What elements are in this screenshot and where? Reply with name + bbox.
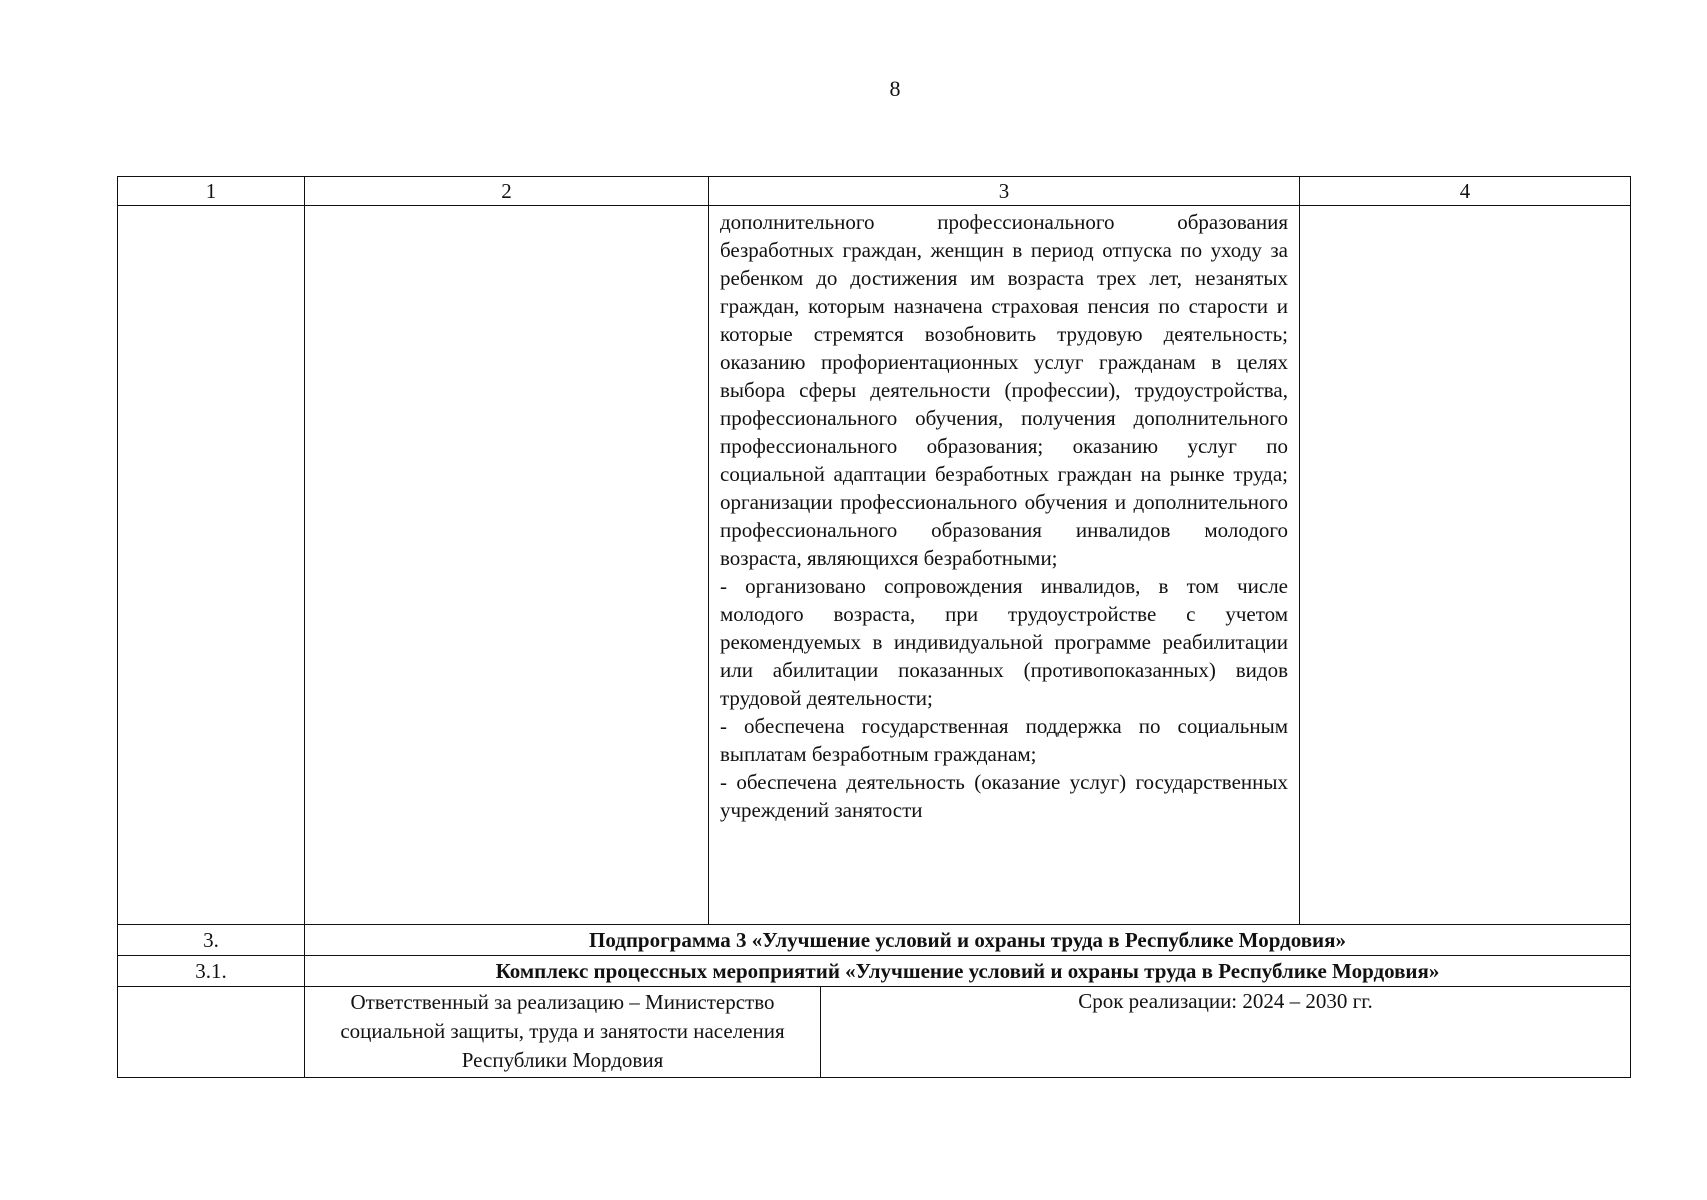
content-col-2 <box>305 206 709 925</box>
content-col-4 <box>1300 206 1631 925</box>
content-paragraph: дополнительного профессионального образования безработных граждан, женщин в период отпуска по уходу за ребенком до достижения им возраста трех лет, незанятых граждан, которым назначена страховая пенсия по старости и которые стремятся возобновить трудовую деятельность; оказанию профориентационных услуг гражданам в целях выбора сферы деятельности (профессии), трудоустройства, профессионального обучения, получения дополнительного профессионального образования; оказанию услуг по социальной адаптации безработных граждан на рынке труда; организации профессионального обучения и дополнительного профессионального образования инвалидов молодого возраста, являющихся безработными; <box>720 210 1288 570</box>
content-col-1 <box>118 206 305 925</box>
implementation-term: Срок реализации: 2024 – 2030 гг. <box>821 987 1631 1078</box>
header-col-1: 1 <box>118 177 305 206</box>
table-header-row <box>118 177 1631 206</box>
complex-number: 3.1. <box>118 956 305 987</box>
complex-title: Комплекс процессных мероприятий «Улучшение условий и охраны труда в Республике Мордовия» <box>305 956 1631 987</box>
page-number: 8 <box>889 76 901 101</box>
responsible-executor: Ответственный за реализацию – Министерство социальной защиты, труда и занятости населения Республики Мордовия <box>305 987 821 1078</box>
header-col-4: 4 <box>1300 177 1631 206</box>
header-col-2: 2 <box>305 177 709 206</box>
complex-row <box>118 956 1631 987</box>
content-col-3 <box>709 206 1300 925</box>
subprogram-title: Подпрограмма 3 «Улучшение условий и охраны труда в Республике Мордовия» <box>305 925 1631 956</box>
content-paragraph: - обеспечена государственная поддержка по социальным выплатам безработным гражданам; <box>720 714 1288 766</box>
content-paragraph: - обеспечена деятельность (оказание услуг) государственных учреждений занятости <box>720 770 1288 822</box>
measures-table <box>117 176 1631 1078</box>
subprogram-number: 3. <box>118 925 305 956</box>
responsible-empty-cell <box>118 987 305 1078</box>
content-paragraph: - организовано сопровождения инвалидов, в том числе молодого возраста, при трудоустройстве с учетом рекомендуемых в индивидуальной программе реабилитации или абилитации показанных (противопоказанных) видов трудовой деятельности; <box>720 574 1288 710</box>
subprogram-row <box>118 925 1631 956</box>
responsible-row <box>118 987 1631 1078</box>
content-row <box>118 206 1631 925</box>
header-col-3: 3 <box>709 177 1300 206</box>
